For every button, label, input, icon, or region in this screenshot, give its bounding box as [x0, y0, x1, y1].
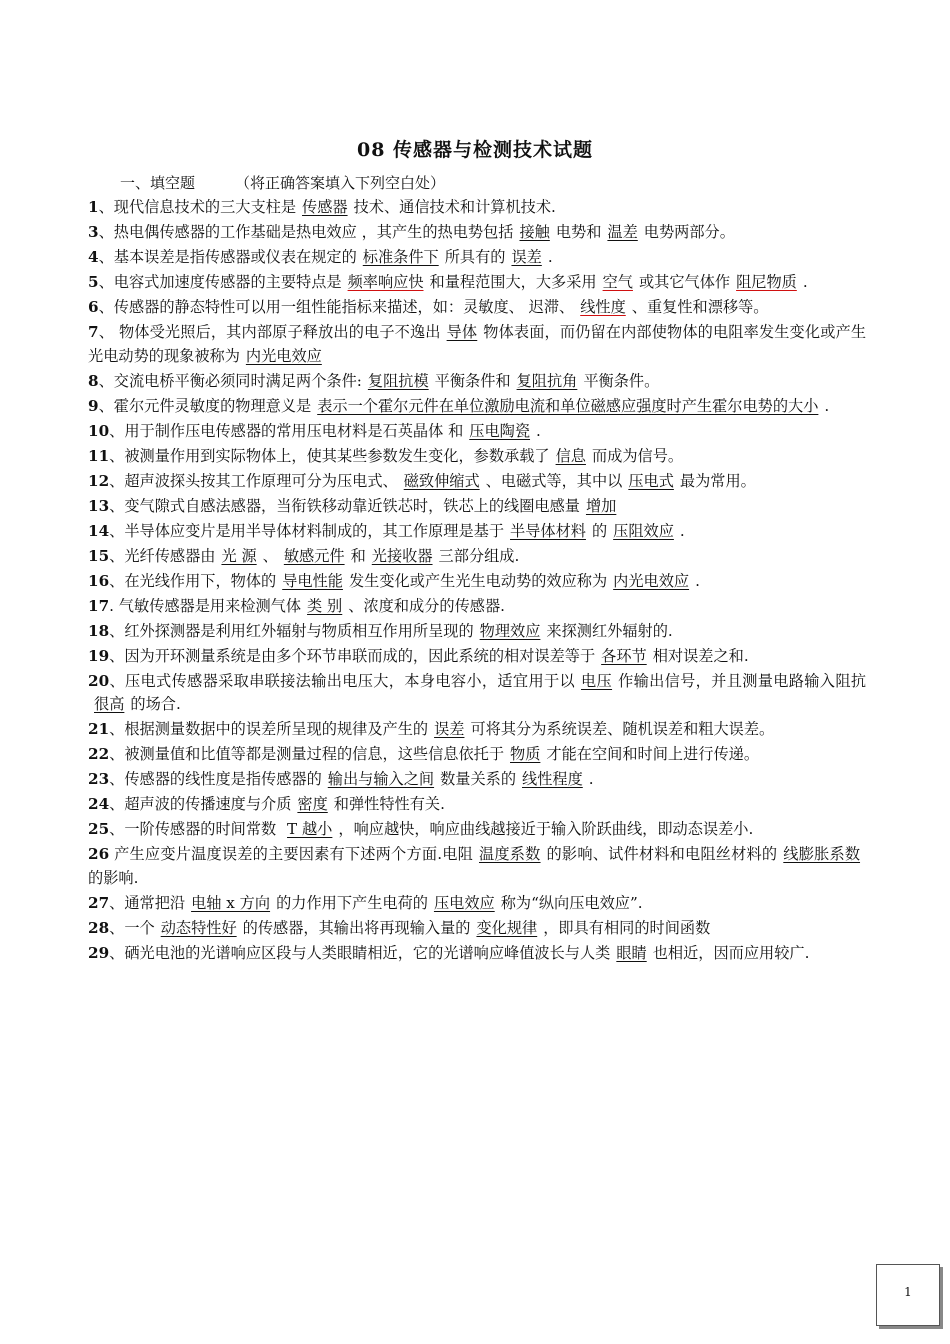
question-text: 、现代信息技术的三大支柱是 — [98, 198, 297, 216]
question-item — [88, 370, 866, 394]
answer-blank: 光 源 — [221, 546, 257, 565]
question-item — [88, 495, 866, 519]
question-text: 平衡条件。 — [583, 371, 660, 390]
answer-blank: 误差 — [434, 720, 465, 738]
question-number: 11 — [88, 446, 110, 465]
question-number: 16 — [88, 571, 110, 590]
question-text: 、传感器的线性度是指传感器的 — [109, 770, 322, 788]
question-text: . — [536, 421, 541, 440]
question-text: 、浓度和成分的传感器. — [348, 596, 505, 615]
answer-blank: 物质 — [510, 745, 541, 763]
question-text: 、根据测量数据中的误差所呈现的规律及产生的 — [109, 720, 429, 738]
question-text: 也相近，因而应用较广. — [652, 943, 810, 962]
question-text: ，即具有相同的时间函数 — [543, 918, 711, 937]
question-text: 、被测量作用到实际物体上，使其某些参数发生变化，参数承载了 — [109, 446, 550, 465]
question-text: . — [679, 521, 685, 540]
question-text: 、一个 — [109, 918, 155, 937]
answer-blank: 半导体材料 — [510, 521, 586, 540]
question-number: 12 — [88, 471, 110, 490]
answer-blank: 线性程度 — [522, 770, 583, 788]
answer-blank: 线性度 — [580, 298, 626, 316]
question-text: 、变气隙式自感法感器，当衔铁移动靠近铁芯时，铁芯上的线圈电感量 — [109, 496, 580, 515]
answer-blank: 压电效应 — [433, 893, 495, 912]
question-item — [88, 395, 866, 419]
answer-blank: 压电陶瓷 — [469, 421, 531, 440]
page-number: 1 — [904, 1285, 912, 1299]
question-text: 、被测量值和比值等都是测量过程的信息，这些信息依托于 — [109, 745, 505, 763]
question-text: 作输出信号，并且测量电路输入阻抗 — [618, 671, 867, 690]
question-item — [88, 545, 866, 569]
answer-blank: 空气 — [602, 273, 633, 291]
question-item — [88, 196, 866, 220]
answer-blank: 压阻效应 — [613, 521, 674, 540]
section-instruction: （将正确答案填入下列空白处） — [235, 174, 446, 192]
page-title: 08 传感器与检测技术试题 — [356, 139, 594, 161]
answer-blank: 传感器 — [302, 198, 348, 216]
answer-blank: 导电性能 — [282, 571, 343, 590]
question-item — [88, 718, 866, 742]
question-number: 27 — [88, 893, 110, 912]
question-text: 、超声波探头按其工作原理可分为压电式、 — [109, 471, 398, 490]
answer-blank: 复阻抗角 — [516, 371, 578, 390]
question-text: 、电容式加速度传感器的主要特点是 — [98, 273, 342, 291]
answer-blank: 内光电效应 — [245, 346, 322, 365]
question-text: 、用于制作压电传感器的常用压电材料是石英晶体 和 — [109, 421, 464, 440]
question-text: . — [824, 396, 830, 415]
answer-blank: 增加 — [585, 496, 617, 515]
answer-blank: 眼睛 — [616, 943, 647, 962]
question-number: 20 — [88, 671, 110, 690]
question-item — [88, 520, 866, 544]
answer-blank: 温度系数 — [479, 845, 541, 863]
question-text: 和量程范围大，大多采用 — [429, 273, 597, 291]
question-text: 物体表面，而仍留在内部使物体的电阻率发生变化或产生光电动势的现象被称为 — [88, 323, 867, 365]
question-text: 、半导体应变片是用半导体材料制成的，其工作原理是基于 — [109, 521, 505, 540]
question-item — [88, 917, 866, 941]
question-number: 29 — [88, 943, 110, 962]
section-heading — [120, 172, 445, 193]
question-item — [88, 271, 866, 295]
question-text: 、交流电桥平衡必须同时满足两个条件: — [98, 371, 362, 390]
question-text: . — [695, 571, 700, 590]
question-number: 10 — [88, 421, 110, 440]
question-text: . — [802, 273, 808, 291]
answer-blank: 信息 — [555, 446, 586, 465]
question-text: 电势和 — [555, 223, 602, 241]
question-item — [88, 645, 866, 669]
question-text: 、重复性和漂移等。 — [631, 298, 769, 316]
question-item — [88, 743, 866, 767]
answer-blank: 内光电效应 — [613, 571, 690, 590]
page-number-box — [876, 1264, 940, 1326]
answer-blank: 动态特性好 — [160, 918, 237, 937]
question-number: 19 — [88, 646, 110, 665]
answer-blank: 电压 — [581, 671, 613, 690]
answer-blank: 类 别 — [307, 596, 343, 615]
question-text: 、硒光电池的光谱响应区段与人类眼睛相近，它的光谱响应峰值波长与人类 — [109, 943, 611, 962]
question-item — [88, 296, 866, 320]
question-item — [88, 620, 866, 644]
answer-blank: 输出与输入之间 — [327, 770, 435, 788]
question-text: 、压电式传感器采取串联接法输出电压大，本身电容小，适宜用于以 — [109, 671, 576, 690]
question-number: 17 — [88, 596, 110, 615]
question-text: ，响应越快，响应曲线越接近于输入阶跃曲线，即动态误差小. — [338, 820, 754, 838]
question-item — [88, 595, 866, 619]
question-text: 、热电偶传感器的工作基础是热电效应 ，其产生的热电势包括 — [98, 223, 514, 241]
question-number: 26 — [88, 845, 110, 863]
answer-blank: 物理效应 — [479, 621, 541, 640]
question-text: 、电磁式等，其中以 — [485, 471, 623, 490]
answer-blank: 敏感元件 — [283, 546, 345, 565]
question-text: 的 — [591, 521, 608, 540]
question-text: 相对误差之和. — [652, 646, 749, 665]
question-text: 数量关系的 — [440, 770, 517, 788]
answer-blank: 频率响应快 — [347, 273, 424, 291]
question-item — [88, 670, 866, 717]
question-text: 的影响、试件材料和电阻丝材料的 — [546, 845, 778, 863]
question-text: 电势两部分。 — [643, 223, 735, 241]
question-item — [88, 246, 866, 270]
question-text: 所具有的 — [444, 248, 506, 266]
question-number: 21 — [88, 720, 110, 738]
question-text: . — [588, 770, 594, 788]
question-text: 来探测红外辐射的. — [546, 621, 673, 640]
question-text: 、光纤传感器由 — [109, 546, 216, 565]
question-text: 最为常用。 — [679, 471, 756, 490]
question-number: 14 — [88, 521, 110, 540]
question-number: 25 — [88, 820, 110, 838]
answer-blank: 线膨胀系数 — [783, 845, 861, 863]
question-item — [88, 470, 866, 494]
section-label: 一、填空题 — [120, 174, 196, 192]
question-text: 三部分组成. — [438, 546, 520, 565]
answer-blank: 压电式 — [628, 471, 674, 490]
question-text: 、传感器的静态特性可以用一组性能指标来描述，如：灵敏度、 迟滞、 — [98, 298, 575, 316]
answer-blank: 磁致伸缩式 — [403, 471, 480, 490]
question-text: 可将其分为系统误差、随机误差和粗大误差。 — [470, 720, 775, 738]
question-text: 、一阶传感器的时间常数 — [109, 820, 282, 838]
answer-blank: 各环节 — [601, 646, 647, 665]
question-text: 、超声波的传播速度与介质 — [109, 795, 292, 813]
question-number: 3 — [88, 223, 99, 241]
question-text: 、因为开环测量系统是由多个环节串联而成的，因此系统的相对误差等于 — [109, 646, 596, 665]
question-text: 的力作用下产生电荷的 — [276, 893, 428, 912]
question-text: 、 — [262, 546, 278, 565]
question-text: 和 — [350, 546, 366, 565]
question-text: . 气敏传感器是用来检测气体 — [109, 596, 302, 615]
question-number: 18 — [88, 621, 110, 640]
question-number: 5 — [88, 273, 99, 291]
question-number: 4 — [88, 248, 99, 266]
question-number: 13 — [88, 496, 110, 515]
question-item — [88, 221, 866, 245]
question-number: 15 — [88, 546, 110, 565]
question-item — [88, 768, 866, 792]
answer-blank: 温差 — [607, 223, 638, 241]
question-text: 、霍尔元件灵敏度的物理意义是 — [98, 396, 312, 415]
question-number: 1 — [88, 198, 99, 216]
question-text: 发生变化或产生光生电动势的效应称为 — [348, 571, 608, 590]
question-text: 、在光线作用下，物体的 — [109, 571, 277, 590]
answer-blank: 误差 — [511, 248, 542, 266]
question-item — [88, 942, 866, 966]
question-text: 、 物体受光照后，其内部原子释放出的电子不逸出 — [98, 323, 441, 341]
question-item — [88, 420, 866, 444]
question-text: 才能在空间和时间上进行传递。 — [546, 745, 760, 763]
question-number: 9 — [88, 396, 99, 415]
answer-blank: 导体 — [446, 323, 478, 341]
question-text: 、通常把沿 — [109, 893, 186, 912]
question-text: 的传感器，其输出将再现输入量的 — [242, 918, 471, 937]
question-text: 的影响. — [88, 868, 139, 887]
question-number: 28 — [88, 918, 110, 937]
answer-blank: 接触 — [519, 223, 550, 241]
question-text: 产生应变片温度误差的主要因素有下述两个方面.电阻 — [109, 845, 473, 863]
question-text: 称为“纵向压电效应”. — [500, 893, 643, 912]
answer-blank: 密度 — [297, 795, 328, 813]
answer-blank: T 越小 — [287, 820, 333, 838]
question-text: 、基本误差是指传感器或仪表在规定的 — [98, 248, 357, 266]
question-number: 24 — [88, 795, 110, 813]
question-item — [88, 892, 866, 916]
question-number: 6 — [88, 298, 99, 316]
answer-blank: 标准条件下 — [362, 248, 439, 266]
question-number: 8 — [88, 371, 99, 390]
answer-blank: 光接收器 — [371, 546, 433, 565]
question-text: 或其它气体作 — [638, 273, 731, 291]
answer-blank: 复阻抗模 — [367, 371, 429, 390]
answer-blank: 变化规律 — [476, 918, 538, 937]
question-list — [88, 196, 866, 967]
question-item — [88, 570, 866, 594]
question-text: 、红外探测器是利用红外辐射与物质相互作用所呈现的 — [109, 621, 474, 640]
answer-blank: 很高 — [94, 695, 125, 713]
question-number: 23 — [88, 770, 110, 788]
question-text: . — [547, 248, 553, 266]
question-text: 的场合. — [130, 695, 181, 713]
question-item — [88, 321, 866, 368]
question-item — [88, 818, 866, 842]
answer-blank: 表示一个霍尔元件在单位激励电流和单位磁感应强度时产生霍尔电势的大小 — [317, 396, 819, 415]
answer-blank: 阻尼物质 — [736, 273, 797, 291]
question-item — [88, 843, 866, 890]
question-item — [88, 793, 866, 817]
answer-blank: 电轴 x 方向 — [191, 893, 271, 912]
question-text: 平衡条件和 — [434, 371, 511, 390]
question-text: 和弹性特性有关. — [333, 795, 445, 813]
question-text: 而成为信号。 — [591, 446, 684, 465]
question-text: 技术、通信技术和计算机技术. — [353, 198, 556, 216]
question-number: 22 — [88, 745, 110, 763]
question-number: 7 — [88, 323, 99, 341]
question-item — [88, 445, 866, 469]
